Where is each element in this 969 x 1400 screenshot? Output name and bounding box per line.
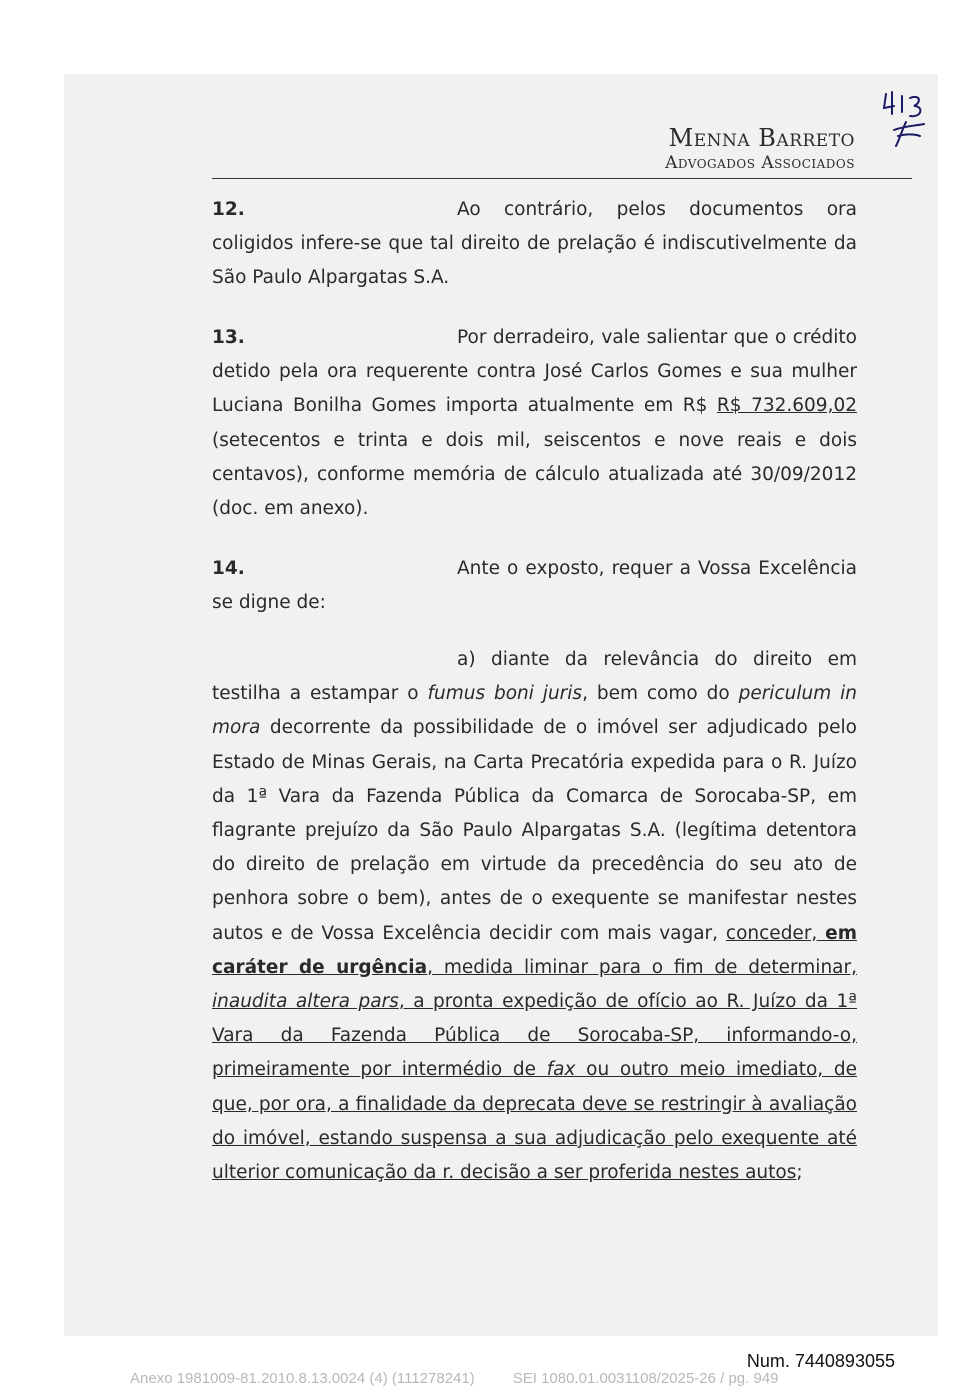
footer-metadata	[130, 1370, 817, 1387]
latin-term: periculum in mora	[212, 683, 857, 739]
annex-reference: Anexo 1981009-81.2010.8.13.0024 (4) (111278241)	[130, 1370, 475, 1387]
header-rule	[212, 178, 912, 179]
credit-amount: R$ 732.609,02	[716, 395, 858, 417]
paragraph-number: 14.	[212, 558, 245, 579]
item-text: , bem como do	[582, 683, 739, 705]
paragraph-text: Ao contrário, pelos documentos ora coligidos infere-se que tal direito de prelação é indiscutivelmente da São Paulo Alpargatas S.A.	[212, 199, 857, 289]
item-text: decorrente da possibilidade de o imóvel ser adjudicado pelo Estado de Minas Gerais, na Carta Precatória expedida para o R. Juízo da 1ª Vara da Fazenda Pública da Comarca de Sorocaba-SP, em flagrante prejuízo da São Paulo Alpargatas S.A. (legítima detentora do direito de prelação em virtude da precedência do seu ato de penhora sobre o bem), antes de o exequente se manifestar nestes autos e de Vossa Excelência decidir com mais vagar,	[212, 717, 857, 944]
item-end: ;	[796, 1162, 803, 1184]
underlined-request: ou outro meio imediato, de que, por ora, a finalidade da deprecata deve se restringir à avaliação do imóvel, estando suspensa a sua adjudicação pelo exequente até ulterior comunicação da r. decisão a ser proferida nestes autos	[212, 1059, 857, 1184]
urgency-emphasis: em caráter de urgência	[212, 922, 857, 978]
paragraph-number: 12.	[212, 199, 245, 220]
firm-subtitle: Advogados Associados	[665, 153, 855, 173]
fax-term: fax	[546, 1059, 576, 1081]
sei-reference: SEI 1080.01.0031108/2025-26 / pg. 949	[512, 1370, 779, 1387]
paragraph-text: Ante o exposto, requer a Vossa Excelência se digne de:	[212, 558, 857, 614]
request-item-a	[212, 643, 857, 1190]
document-number: Num. 7440893055	[746, 1351, 895, 1371]
latin-term: inaudita altera pars	[212, 991, 399, 1013]
handwritten-folio-stamp	[880, 86, 936, 150]
paragraph-12	[212, 193, 857, 296]
firm-name: Menna Barreto	[668, 124, 855, 152]
underlined-request: , a pronta expedição de ofício ao R. Juízo da 1ª Vara da Fazenda Pública de Sorocaba-SP, informando-o, primeiramente por intermédio de	[212, 991, 857, 1081]
latin-term: fumus boni juris	[427, 683, 583, 705]
paragraph-13	[212, 321, 857, 526]
underlined-request: , medida liminar para o fim de determinar,	[427, 956, 857, 978]
paragraph-text: Por derradeiro, vale salientar que o crédito detido pela ora requerente contra José Carlos Gomes e sua mulher Luciana Bonilha Gomes importa atualmente em R$	[212, 327, 857, 417]
underlined-request: conceder,	[725, 922, 826, 944]
paragraph-14	[212, 552, 857, 620]
item-text: a) diante da relevância do direito em testilha a estampar o	[212, 649, 857, 705]
paragraph-number: 13.	[212, 327, 245, 348]
letterhead	[665, 124, 855, 174]
paragraph-text-cont: (setecentos e trinta e dois mil, seiscentos e nove reais e dois centavos), conforme memória de cálculo atualizada até 30/09/2012 (doc. em anexo).	[212, 429, 857, 520]
